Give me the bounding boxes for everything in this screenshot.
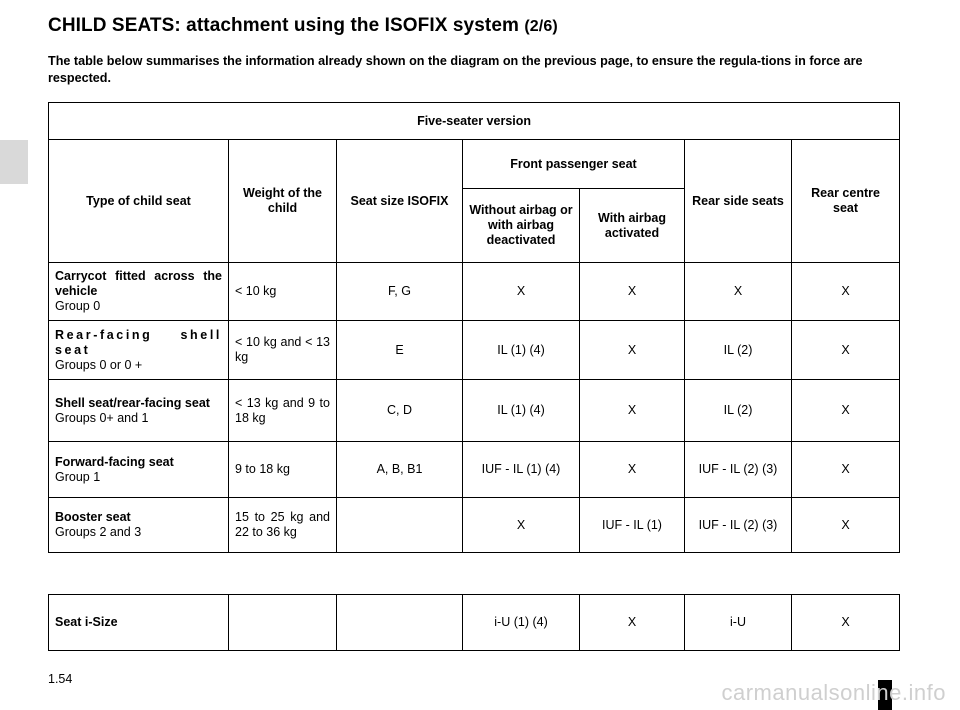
header-front-passenger: Front passenger seat bbox=[463, 140, 685, 189]
header-rear-centre: Rear centre seat bbox=[792, 140, 900, 263]
table-row bbox=[49, 380, 900, 442]
rear-side-cell: X bbox=[685, 263, 792, 321]
intro-text: The table below summarises the information already shown on the diagram on the previous page, to ensure the regula-tions in force are respected. bbox=[48, 54, 863, 85]
page-number: 1.54 bbox=[48, 672, 73, 686]
rear-centre-cell: X bbox=[792, 321, 900, 380]
weight-cell: < 13 kg and 9 to 18 kg bbox=[229, 380, 337, 442]
front-with-cell: X bbox=[580, 595, 685, 651]
rear-side-cell: IUF - IL (2) (3) bbox=[685, 498, 792, 553]
rear-centre-cell: X bbox=[792, 498, 900, 553]
front-without-cell: X bbox=[463, 498, 580, 553]
weight-cell: 15 to 25 kg and 22 to 36 kg bbox=[229, 498, 337, 553]
front-without-cell: IL (1) (4) bbox=[463, 380, 580, 442]
header-type: Type of child seat bbox=[49, 140, 229, 263]
row-label bbox=[49, 380, 229, 442]
seat-type-name: Rear-facing shell seat bbox=[55, 327, 222, 357]
front-with-cell: IUF - IL (1) bbox=[580, 498, 685, 553]
size-cell: E bbox=[337, 321, 463, 380]
section-tab bbox=[0, 140, 28, 184]
front-without-cell: X bbox=[463, 263, 580, 321]
version-header: Five-seater version bbox=[49, 103, 900, 140]
size-cell: A, B, B1 bbox=[337, 442, 463, 498]
seat-type-name: Seat i-Size bbox=[55, 615, 118, 629]
front-with-cell: X bbox=[580, 263, 685, 321]
row-label bbox=[49, 442, 229, 498]
header-front-with-airbag: With airbag activated bbox=[580, 189, 685, 263]
weight-cell: < 10 kg bbox=[229, 263, 337, 321]
page-title bbox=[48, 15, 558, 37]
table-row bbox=[49, 442, 900, 498]
seat-type-name: Carrycot fitted across the vehicle bbox=[55, 269, 222, 298]
seat-type-name: Booster seat bbox=[55, 510, 131, 524]
seat-group: Groups 0+ and 1 bbox=[55, 410, 149, 425]
rear-centre-cell: X bbox=[792, 380, 900, 442]
size-cell bbox=[337, 595, 463, 651]
rear-centre-cell: X bbox=[792, 263, 900, 321]
size-cell: F, G bbox=[337, 263, 463, 321]
isize-table bbox=[48, 594, 900, 651]
title-part: (2/6) bbox=[524, 18, 558, 35]
table-row bbox=[49, 595, 900, 651]
rear-side-cell: IUF - IL (2) (3) bbox=[685, 442, 792, 498]
title-main: CHILD SEATS: attachment using the ISOFIX system bbox=[48, 15, 519, 36]
header-weight: Weight of the child bbox=[229, 140, 337, 263]
header-front-without-airbag: Without airbag or with airbag deactivated bbox=[463, 189, 580, 263]
rear-side-cell: i-U bbox=[685, 595, 792, 651]
front-without-cell: IL (1) (4) bbox=[463, 321, 580, 380]
watermark: carmanualsonline.info bbox=[721, 680, 946, 705]
weight-cell: < 10 kg and < 13 kg bbox=[229, 321, 337, 380]
rear-side-cell: IL (2) bbox=[685, 380, 792, 442]
front-with-cell: X bbox=[580, 442, 685, 498]
seat-group: Group 1 bbox=[55, 469, 101, 484]
row-label bbox=[49, 595, 229, 651]
front-with-cell: X bbox=[580, 321, 685, 380]
front-with-cell: X bbox=[580, 380, 685, 442]
seat-group: Group 0 bbox=[55, 299, 101, 313]
header-rear-side: Rear side seats bbox=[685, 140, 792, 263]
header-size: Seat size ISOFIX bbox=[337, 140, 463, 263]
table-row bbox=[49, 321, 900, 380]
size-cell bbox=[337, 498, 463, 553]
row-label bbox=[49, 321, 229, 380]
row-label bbox=[49, 498, 229, 553]
front-without-cell: IUF - IL (1) (4) bbox=[463, 442, 580, 498]
rear-side-cell: IL (2) bbox=[685, 321, 792, 380]
weight-cell bbox=[229, 595, 337, 651]
isofix-table bbox=[48, 102, 900, 553]
row-label bbox=[49, 263, 229, 321]
rear-centre-cell: X bbox=[792, 595, 900, 651]
front-without-cell: i-U (1) (4) bbox=[463, 595, 580, 651]
seat-type-name: Shell seat/rear-facing seat bbox=[55, 395, 210, 410]
weight-cell: 9 to 18 kg bbox=[229, 442, 337, 498]
table-row bbox=[49, 498, 900, 553]
seat-group: Groups 2 and 3 bbox=[55, 525, 142, 539]
seat-group: Groups 0 or 0 + bbox=[55, 357, 143, 372]
seat-type-name: Forward-facing seat bbox=[55, 454, 174, 469]
rear-centre-cell: X bbox=[792, 442, 900, 498]
table-row bbox=[49, 263, 900, 321]
size-cell: C, D bbox=[337, 380, 463, 442]
